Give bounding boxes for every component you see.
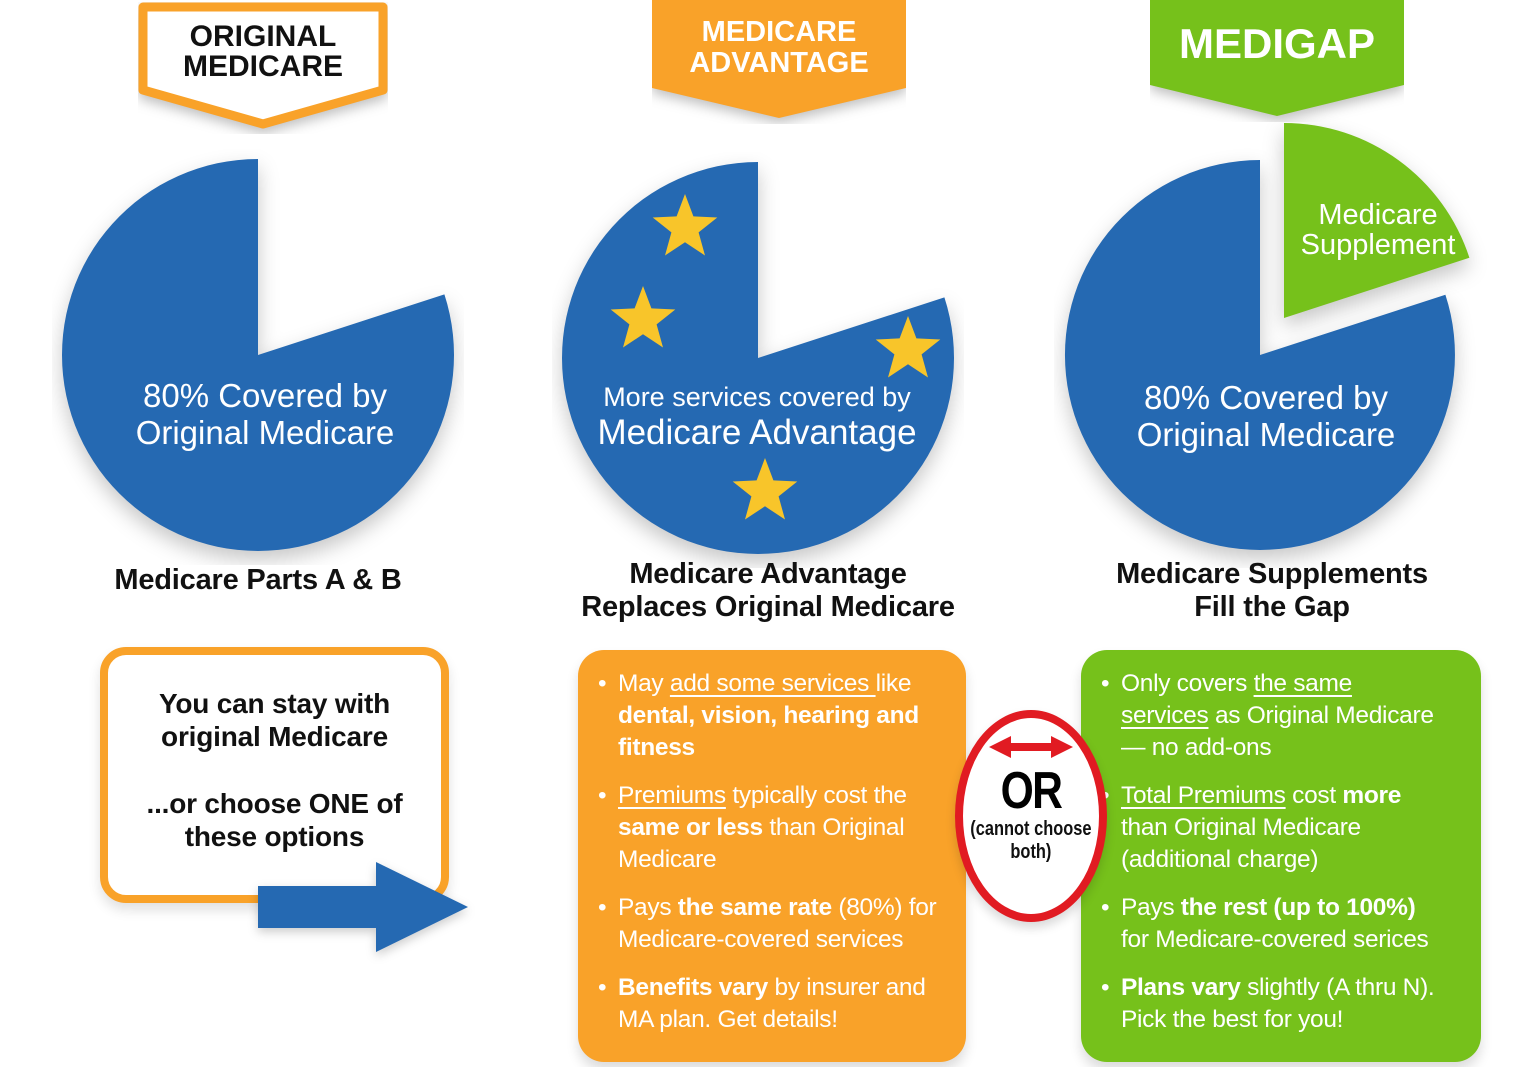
medicare-advantage-pie bbox=[552, 152, 964, 568]
pie-label-line2: Medicare Advantage bbox=[597, 413, 917, 452]
or-sub-line2: both) bbox=[1010, 841, 1052, 863]
pie-label-line1: 80% Covered by bbox=[143, 377, 387, 414]
medigap-details-box bbox=[1081, 650, 1481, 1062]
or-label: OR bbox=[1000, 762, 1062, 820]
banner-title: MEDIGAP bbox=[1178, 20, 1376, 67]
medigap-pie bbox=[1054, 112, 1496, 568]
banner-title-line2: ADVANTAGE bbox=[689, 47, 869, 79]
original-caption: Medicare Parts A & B bbox=[114, 564, 402, 596]
advantage-bullet-4: • Benefits vary by insurer and MA plan. Get details! bbox=[618, 972, 950, 1036]
arrow-tail bbox=[258, 886, 376, 928]
medigap-banner bbox=[1150, 0, 1404, 122]
pie-label-line1: 80% Covered by bbox=[1144, 379, 1388, 416]
note-line: original Medicare bbox=[161, 721, 388, 752]
pie-slice-covered bbox=[62, 159, 454, 551]
advantage-details-box bbox=[578, 650, 966, 1062]
advantage-bullet-1: • May add some services like dental, vision, hearing and fitness bbox=[618, 668, 950, 764]
banner-title-line2: MEDICARE bbox=[182, 50, 344, 83]
advantage-bullet-3: • Pays the same rate (80%) for Medicare-covered services bbox=[618, 892, 950, 956]
medigap-caption bbox=[1054, 558, 1490, 624]
medigap-caption-line1: Medicare Supplements bbox=[1116, 558, 1428, 590]
banner-title-line1: ORIGINAL bbox=[189, 20, 337, 53]
or-badge bbox=[955, 710, 1107, 922]
double-arrow-icon bbox=[987, 734, 1075, 760]
original-medicare-banner bbox=[138, 2, 388, 134]
right-arrow-icon bbox=[258, 862, 470, 952]
pie-label-line2: Original Medicare bbox=[1136, 416, 1396, 453]
note-line: You can stay with bbox=[158, 688, 391, 719]
wedge-label-line1: Medicare bbox=[1318, 199, 1438, 231]
advantage-caption-line2: Replaces Original Medicare bbox=[581, 591, 955, 623]
advantage-bullet-2: • Premiums typically cost the same or less than Original Medicare bbox=[618, 780, 950, 876]
pie-label-line2: Original Medicare bbox=[135, 414, 395, 451]
medicare-advantage-banner bbox=[652, 0, 906, 124]
pie-label-line1: More services covered by bbox=[603, 382, 911, 412]
medigap-bullet-2: • Total Premiums cost more than Original Medicare (additional charge) bbox=[1121, 780, 1465, 876]
medigap-bullet-1: • Only covers the same services as Original Medicare — no add-ons bbox=[1121, 668, 1465, 764]
or-sub-line1: (cannot choose bbox=[970, 818, 1092, 840]
wedge-label-line2: Supplement bbox=[1300, 229, 1456, 261]
medigap-bullet-4: • Plans vary slightly (A thru N). Pick the best for you! bbox=[1121, 972, 1465, 1036]
note-line: ...or choose ONE of bbox=[146, 788, 403, 819]
arrow-head bbox=[376, 862, 468, 952]
original-medicare-pie bbox=[52, 149, 464, 565]
medigap-caption-line2: Fill the Gap bbox=[1194, 591, 1350, 623]
medigap-bullet-3: • Pays the rest (up to 100%) for Medicare-covered serices bbox=[1121, 892, 1465, 956]
banner-title-line1: MEDICARE bbox=[701, 16, 857, 48]
advantage-caption bbox=[552, 558, 984, 624]
advantage-caption-line1: Medicare Advantage bbox=[629, 558, 907, 590]
note-line: these options bbox=[184, 821, 365, 852]
